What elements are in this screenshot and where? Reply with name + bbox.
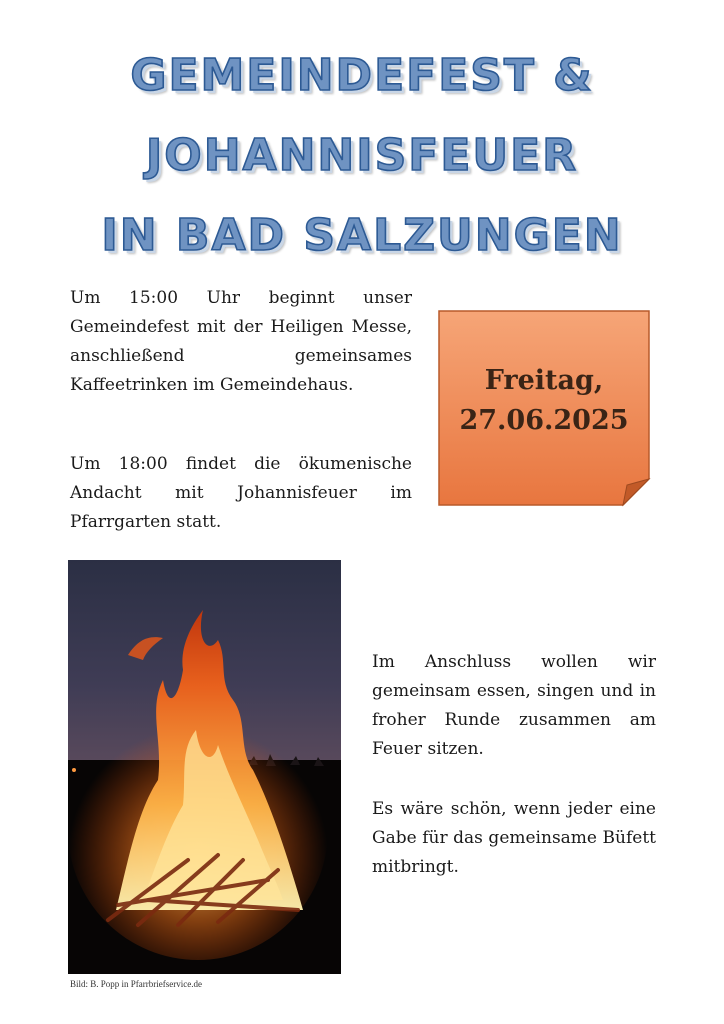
date-sticky-note <box>437 309 651 507</box>
intro-paragraph-mass: Um 15:00 Uhr beginnt unser Gemeindefest mit der Heiligen Messe, anschließend gemeinsames Kaffeetrinken im Gemeindehaus. <box>70 288 412 395</box>
date-value: 27.06.2025 <box>459 405 629 436</box>
details-paragraph-buffet: Es wäre schön, wenn jeder eine Gabe für das gemeinsame Büfett mitbringt. <box>372 799 656 877</box>
photo-credit: Bild: B. Popp in Pfarrbriefservice.de <box>70 979 202 989</box>
poster-title <box>0 36 724 276</box>
date-weekday: Freitag, <box>484 365 604 396</box>
title-line-3: IN BAD SALZUNGEN <box>101 210 623 261</box>
bonfire-illustration <box>68 560 341 974</box>
title-line-1: GEMEINDEFEST & <box>130 50 594 101</box>
intro-paragraph-devotion: Um 18:00 findet die ökumenische Andacht mit Johannisfeuer im Pfarrgarten statt. <box>70 454 412 532</box>
bonfire-photo <box>68 560 341 974</box>
date-text <box>437 361 651 441</box>
details-paragraph-community: Im Anschluss wollen wir gemeinsam essen, singen und in froher Runde zusammen am Feuer sitzen. <box>372 652 656 759</box>
title-line-2: JOHANNISFEUER <box>145 130 579 181</box>
